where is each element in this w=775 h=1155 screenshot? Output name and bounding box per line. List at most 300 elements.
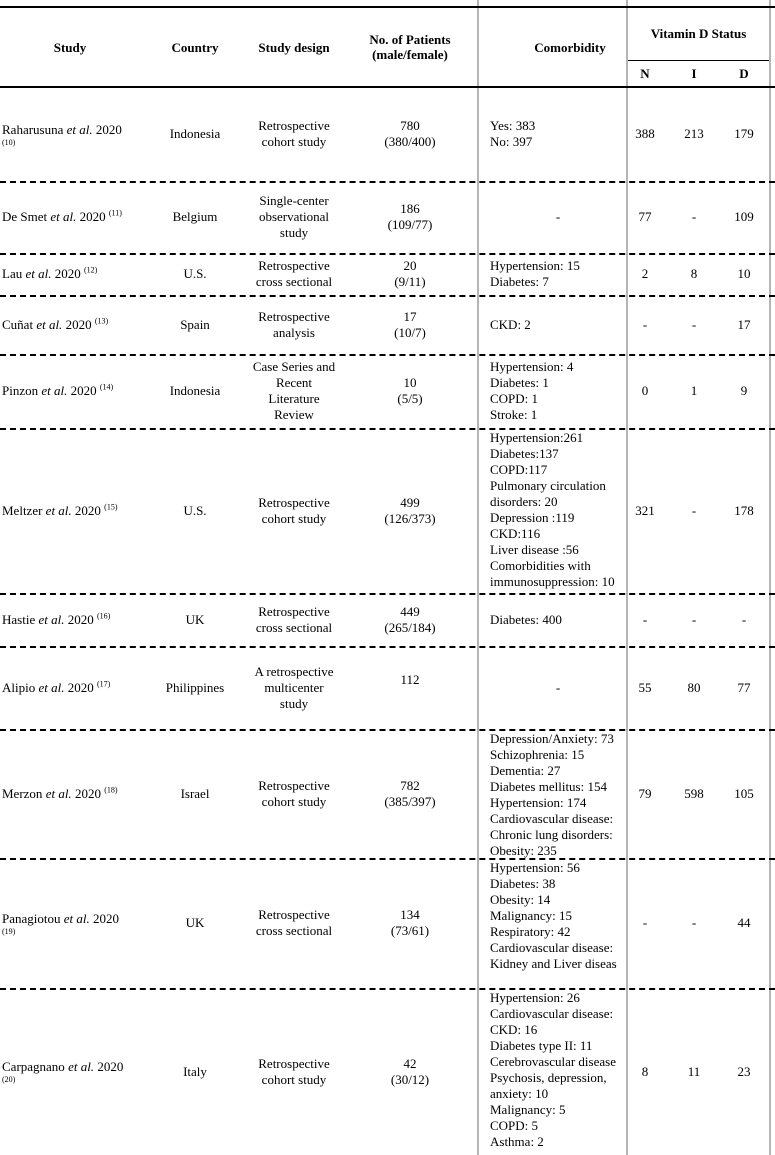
study-design-cell	[240, 646, 348, 729]
study-author: Meltzer	[2, 502, 43, 518]
vitd-i-value: -	[691, 611, 697, 627]
study-design-line: Recent	[275, 375, 313, 390]
vitd-n-value-cell	[628, 729, 662, 858]
comorbidity-cell	[490, 729, 626, 858]
patients-line: (126/373)	[384, 510, 436, 526]
vitd-i-value: 213	[684, 126, 704, 141]
comorbidity-list	[490, 258, 626, 290]
study-author: Cuñat	[2, 316, 34, 332]
study-design-cell	[240, 988, 348, 1155]
country-name: Italy	[183, 1063, 207, 1079]
vitd-n-value-cell	[628, 295, 662, 354]
study-reference: (13)	[94, 316, 109, 326]
vitd-n-value-cell	[628, 646, 662, 729]
patients-cell	[350, 181, 470, 253]
study-citation	[2, 786, 118, 802]
comorbidity-line: Obesity: 235	[490, 843, 557, 858]
study-design-line: cross sectional	[255, 274, 333, 289]
vitd-i-value-cell	[670, 295, 718, 354]
patients-line: (73/61)	[390, 923, 430, 938]
vitd-n-value: 77	[638, 209, 652, 224]
study-author: Pinzon	[2, 383, 39, 398]
comorbidity-line: Hypertension: 56	[490, 860, 580, 875]
study-etal: et al.	[45, 785, 72, 801]
study-year: 2020	[79, 209, 106, 224]
vitd-n-value: 0	[641, 383, 649, 398]
comorbidity-line: CKD: 16	[490, 1022, 538, 1037]
study-year: 2020	[54, 266, 81, 281]
study-citation	[2, 383, 113, 399]
study-etal: et al.	[45, 502, 72, 518]
comorbidity-line: Diabetes mellitus: 154	[490, 779, 607, 794]
vitd-i-value: 11	[687, 1063, 701, 1079]
study-reference: (15)	[104, 502, 118, 512]
study-etal: et al.	[63, 910, 90, 926]
comorbidity-cell	[490, 428, 626, 593]
country-cell	[158, 988, 232, 1155]
vitd-i-value: 8	[690, 266, 698, 281]
country-name: Israel	[180, 785, 210, 801]
comorbidity-line: -	[555, 209, 561, 224]
study-citation	[2, 122, 122, 147]
study-design-line: Case Series and	[252, 359, 336, 374]
study-author: Merzon	[2, 785, 43, 801]
comorbidity-list	[490, 359, 626, 423]
comorbidity-cell	[490, 858, 626, 988]
comorbidity-line: No: 397	[490, 134, 533, 149]
study-year: 2020	[95, 121, 122, 137]
study-design-line: Retrospective	[258, 907, 330, 922]
comorbidity-cell	[490, 646, 626, 729]
comorbidity-list	[490, 118, 626, 150]
comorbidity-line: COPD: 5	[490, 1118, 539, 1133]
vitd-d-value-cell	[722, 181, 766, 253]
study-etal: et al.	[25, 266, 52, 281]
study-cell	[2, 646, 162, 729]
comorbidity-line: anxiety: 10	[490, 1086, 549, 1101]
study-cell	[2, 593, 162, 646]
study-cell	[2, 354, 162, 428]
patients-cell	[350, 646, 470, 729]
comorbidity-line: CKD:116	[490, 526, 541, 541]
study-author: Alipio	[2, 679, 36, 695]
study-author: Lau	[2, 266, 23, 281]
study-etal: et al.	[66, 121, 93, 137]
header-country: Country	[171, 39, 219, 55]
country-cell	[158, 295, 232, 354]
comorbidity-cell	[490, 593, 626, 646]
vitd-i-value-cell	[670, 428, 718, 593]
study-cell	[2, 87, 162, 181]
study-design-line: cohort study	[261, 510, 327, 526]
comorbidity-line: Cardiovascular disease:	[490, 811, 614, 826]
vitd-d-value: 178	[734, 502, 754, 518]
country-name: U.S.	[183, 502, 207, 518]
vitd-n-value: 55	[638, 679, 652, 695]
study-reference: (12)	[83, 265, 98, 275]
study-reference: (17)	[96, 679, 111, 689]
study-design-cell	[240, 87, 348, 181]
country-name: UK	[185, 611, 205, 627]
study-reference: (10)	[2, 137, 16, 147]
patients-line: 112	[400, 672, 420, 687]
vitd-n-value-cell	[628, 858, 662, 988]
comorbidity-line: Malignancy: 5	[490, 1102, 566, 1117]
country-name: Philippines	[165, 679, 225, 695]
study-design-cell	[240, 428, 348, 593]
vitd-n-value: 79	[638, 785, 652, 801]
study-design-cell	[240, 354, 348, 428]
vitd-i-value: -	[691, 915, 697, 930]
country-cell	[158, 646, 232, 729]
study-reference: (19)	[2, 926, 16, 936]
study-citation	[2, 612, 110, 628]
patients-line: 134	[400, 907, 420, 922]
header-n: N	[640, 65, 650, 81]
patients-cell	[350, 428, 470, 593]
comorbidity-line: Schizophrenia: 15	[490, 747, 585, 762]
patients-line: (385/397)	[384, 793, 436, 809]
study-year: 2020	[67, 679, 94, 695]
country-name: Indonesia	[169, 383, 221, 398]
study-etal: et al.	[41, 383, 68, 398]
patients-line: 42	[403, 1055, 417, 1071]
comorbidity-line: Hypertension: 4	[490, 359, 574, 374]
vitd-d-value: -	[741, 611, 747, 627]
comorbidity-line: Dementia: 27	[490, 763, 561, 778]
comorbidity-line: CKD: 2	[490, 316, 531, 332]
study-design-line: study	[279, 225, 309, 240]
comorbidity-line: Yes: 383	[490, 118, 536, 133]
study-citation	[2, 911, 119, 936]
vitd-d-value: 179	[734, 126, 754, 141]
study-author: De Smet	[2, 209, 48, 224]
vitd-n-value: 321	[635, 502, 655, 518]
comorbidity-line: Respiratory: 42	[490, 924, 571, 939]
vitd-n-value-cell	[628, 428, 662, 593]
comorbidity-line: Depression/Anxiety: 73	[490, 731, 614, 746]
vitd-i-value: -	[691, 209, 697, 224]
patients-line: (10/7)	[394, 324, 426, 340]
country-cell	[158, 253, 232, 295]
patients-line: 449	[400, 603, 420, 619]
study-author: Carpagnano	[2, 1059, 65, 1074]
study-cell	[2, 181, 162, 253]
study-design-line: Review	[274, 407, 314, 422]
comorbidity-cell	[490, 988, 626, 1155]
patients-line: (380/400)	[384, 134, 436, 149]
study-reference: (11)	[108, 208, 122, 218]
patients-cell	[350, 593, 470, 646]
header-vitamin-d-status: Vitamin D Status	[650, 25, 747, 41]
comorbidity-line: Depression :119	[490, 510, 575, 525]
vitd-d-value-cell	[722, 988, 766, 1155]
vitd-d-value-cell	[722, 646, 766, 729]
vitd-i-value: 598	[684, 785, 704, 801]
vitd-n-value-cell	[628, 354, 662, 428]
comorbidity-list	[490, 612, 626, 628]
study-cell	[2, 988, 162, 1155]
comorbidity-line: Obesity: 14	[490, 892, 551, 907]
study-citation	[2, 317, 108, 333]
study-cell	[2, 253, 162, 295]
comorbidity-line: Cardiovascular disease:	[490, 940, 614, 955]
vitd-n-value-cell	[628, 593, 662, 646]
patients-line: 780	[400, 118, 420, 133]
comorbidity-line: Diabetes: 1	[490, 375, 549, 390]
comorbidity-line: Psychosis, depression,	[490, 1070, 607, 1085]
comorbidity-line: Stroke: 1	[490, 407, 538, 422]
study-etal: et al.	[50, 209, 77, 224]
patients-line: (265/184)	[384, 619, 436, 635]
comorbidity-line: Asthma: 2	[490, 1134, 544, 1149]
comorbidity-line: COPD:117	[490, 462, 548, 477]
patients-line: 17	[403, 308, 417, 324]
comorbidity-line: Liver disease :56	[490, 542, 579, 557]
comorbidity-line: Diabetes type II: 11	[490, 1038, 593, 1053]
vitd-i-value-cell	[670, 354, 718, 428]
vitd-i-value-cell	[670, 253, 718, 295]
vitd-d-value-cell	[722, 593, 766, 646]
comorbidity-line: Hypertension: 174	[490, 795, 587, 810]
study-design-line: cohort study	[261, 1071, 327, 1087]
country-cell	[158, 181, 232, 253]
study-design-line: analysis	[273, 324, 315, 340]
patients-cell	[350, 988, 470, 1155]
study-design-line: Literature	[268, 391, 320, 406]
comorbidity-line: Diabetes: 7	[490, 274, 549, 289]
study-design-line: study	[279, 695, 309, 711]
vitd-subheader-rule	[628, 60, 769, 61]
country-cell	[158, 858, 232, 988]
study-year: 2020	[70, 383, 97, 398]
vitd-n-value: -	[642, 915, 648, 930]
header-d: D	[739, 65, 749, 81]
study-cell	[2, 295, 162, 354]
patients-cell	[350, 253, 470, 295]
comorbidity-line: Pulmonary circulation	[490, 478, 606, 493]
study-author: Hastie	[2, 611, 36, 627]
study-cell	[2, 729, 162, 858]
comorbidity-cell	[490, 87, 626, 181]
vitd-d-value: 77	[737, 679, 751, 695]
study-cell	[2, 428, 162, 593]
country-name: U.S.	[183, 266, 207, 281]
comorbidity-line: Hypertension: 26	[490, 990, 580, 1005]
comorbidity-line: Chronic lung disorders:	[490, 827, 613, 842]
study-citation	[2, 1059, 123, 1084]
vitd-d-value-cell	[722, 729, 766, 858]
comorbidity-line: Diabetes:137	[490, 446, 559, 461]
study-reference: (16)	[96, 611, 111, 621]
vitd-n-value: -	[642, 316, 648, 332]
vitd-d-value: 105	[734, 785, 754, 801]
study-design-line: Retrospective	[258, 777, 330, 793]
study-design-cell	[240, 593, 348, 646]
vitd-i-value: 1	[690, 383, 698, 398]
study-year: 2020	[67, 611, 94, 627]
study-design-line: multicenter	[264, 679, 324, 695]
comorbidity-line: immunosuppression: 10	[490, 574, 615, 589]
header-comorbidity: Comorbidity	[534, 39, 606, 55]
vitd-i-value-cell	[670, 729, 718, 858]
vitd-d-value-cell	[722, 354, 766, 428]
patients-cell	[350, 87, 470, 181]
vitd-i-value-cell	[670, 858, 718, 988]
comorbidity-cell	[490, 295, 626, 354]
study-citation	[2, 266, 97, 282]
patients-line: (9/11)	[394, 274, 426, 289]
patients-cell	[350, 858, 470, 988]
vitd-d-value-cell	[722, 428, 766, 593]
comorbidity-list	[490, 990, 626, 1150]
study-year: 2020	[65, 316, 92, 332]
comorbidity-line: disorders: 20	[490, 494, 558, 509]
patients-line: (5/5)	[397, 391, 423, 406]
comorbidity-cell	[490, 354, 626, 428]
vitd-n-value: 388	[635, 126, 655, 141]
country-name: Indonesia	[169, 126, 221, 141]
study-citation	[2, 503, 118, 519]
vitd-i-value-cell	[670, 87, 718, 181]
comorbidity-line: Cerebrovascular disease	[490, 1054, 616, 1069]
comorbidity-cell	[490, 181, 626, 253]
comorbidity-line: Kidney and Liver diseas	[490, 956, 617, 971]
study-design-line: A retrospective	[254, 663, 334, 679]
vitd-i-value-cell	[670, 646, 718, 729]
table-top-rule	[0, 6, 775, 8]
comorbidity-line: Hypertension:261	[490, 430, 584, 445]
vitd-n-value-cell	[628, 181, 662, 253]
vitd-n-value: 8	[641, 1063, 649, 1079]
study-design-line: Retrospective	[258, 494, 330, 510]
country-cell	[158, 428, 232, 593]
vitd-d-value: 9	[740, 383, 748, 398]
patients-line: (30/12)	[390, 1071, 430, 1087]
patients-line: 186	[400, 201, 420, 216]
vitd-i-value-cell	[670, 988, 718, 1155]
study-design-line: Retrospective	[258, 258, 330, 273]
header-patients: No. of Patients (male/female)	[369, 32, 451, 62]
vitd-i-value: -	[691, 502, 697, 518]
vitd-i-value: -	[691, 316, 697, 332]
study-author: Panagiotou	[2, 910, 61, 926]
vitd-d-value-cell	[722, 295, 766, 354]
comorbidity-line: Hypertension: 15	[490, 258, 580, 273]
vitd-d-value-cell	[722, 858, 766, 988]
study-design-line: Retrospective	[258, 1055, 330, 1071]
vitd-d-value: 109	[734, 209, 754, 224]
vitd-n-value-cell	[628, 253, 662, 295]
country-cell	[158, 354, 232, 428]
study-design-line: Retrospective	[258, 118, 330, 133]
vitd-i-value-cell	[670, 593, 718, 646]
country-cell	[158, 729, 232, 858]
study-design-line: observational	[258, 209, 330, 224]
study-reference: (20)	[2, 1075, 16, 1084]
study-author: Raharusuna	[2, 121, 64, 137]
study-design-line: cohort study	[261, 793, 327, 809]
comorbidity-line: Diabetes: 38	[490, 876, 556, 891]
comorbidity-line: Comorbidities with	[490, 558, 591, 573]
study-citation	[2, 209, 122, 225]
comorbidity-list	[490, 731, 626, 858]
comorbidity-line: COPD: 1	[490, 391, 539, 406]
study-reference: (14)	[99, 382, 114, 392]
vitd-d-value: 10	[737, 266, 751, 281]
study-year: 2020	[74, 502, 101, 518]
study-design-cell	[240, 253, 348, 295]
patients-cell	[350, 354, 470, 428]
study-design-line: cohort study	[261, 134, 327, 149]
study-etal: et al.	[36, 316, 63, 332]
study-year: 2020	[74, 785, 101, 801]
study-etal: et al.	[38, 679, 65, 695]
study-design-line: cross sectional	[255, 923, 333, 938]
study-etal: et al.	[38, 611, 65, 627]
study-design-cell	[240, 858, 348, 988]
vitd-n-value: 2	[641, 266, 649, 281]
vitd-d-value-cell	[722, 87, 766, 181]
header-i: I	[691, 65, 697, 81]
comorbidity-line: Malignancy: 15	[490, 908, 572, 923]
header-study-design: Study design	[258, 39, 330, 55]
comorbidity-list	[490, 317, 626, 333]
comorbidity-line: -	[555, 679, 561, 695]
vitd-i-value-cell	[670, 181, 718, 253]
country-name: Spain	[180, 316, 210, 332]
study-design-line: Retrospective	[258, 308, 330, 324]
vitd-d-value: 44	[737, 915, 751, 930]
country-name: UK	[185, 915, 205, 930]
column-divider	[769, 0, 771, 1155]
patients-cell	[350, 295, 470, 354]
comorbidity-cell	[490, 253, 626, 295]
vitd-n-value-cell	[628, 988, 662, 1155]
study-year: 2020	[93, 910, 119, 926]
country-cell	[158, 87, 232, 181]
patients-cell	[350, 729, 470, 858]
study-reference: (18)	[104, 785, 118, 795]
comorbidity-list	[490, 430, 626, 590]
study-year: 2020	[97, 1059, 124, 1074]
patients-line: 20	[403, 258, 417, 273]
patients-line: 10	[403, 375, 417, 390]
vitd-d-value: 23	[737, 1063, 751, 1079]
column-divider	[477, 0, 479, 1155]
vitd-i-value: 80	[687, 679, 701, 695]
patients-line: (109/77)	[387, 217, 433, 232]
comorbidity-line: Cardiovascular disease:	[490, 1006, 614, 1021]
study-design-cell	[240, 181, 348, 253]
study-design-line: cross sectional	[255, 619, 333, 635]
patients-line: 782	[400, 777, 420, 793]
study-design-cell	[240, 295, 348, 354]
comorbidity-list	[490, 860, 626, 972]
country-cell	[158, 593, 232, 646]
study-design-line: Retrospective	[258, 603, 330, 619]
vitd-n-value-cell	[628, 87, 662, 181]
vitd-n-value: -	[642, 611, 648, 627]
country-name: Belgium	[172, 209, 218, 224]
patients-line: 499	[400, 494, 420, 510]
study-citation	[2, 680, 110, 696]
vitd-d-value-cell	[722, 253, 766, 295]
header-study: Study	[53, 39, 87, 55]
study-design-line: Single-center	[259, 193, 329, 208]
study-etal: et al.	[68, 1059, 95, 1074]
study-cell	[2, 858, 162, 988]
